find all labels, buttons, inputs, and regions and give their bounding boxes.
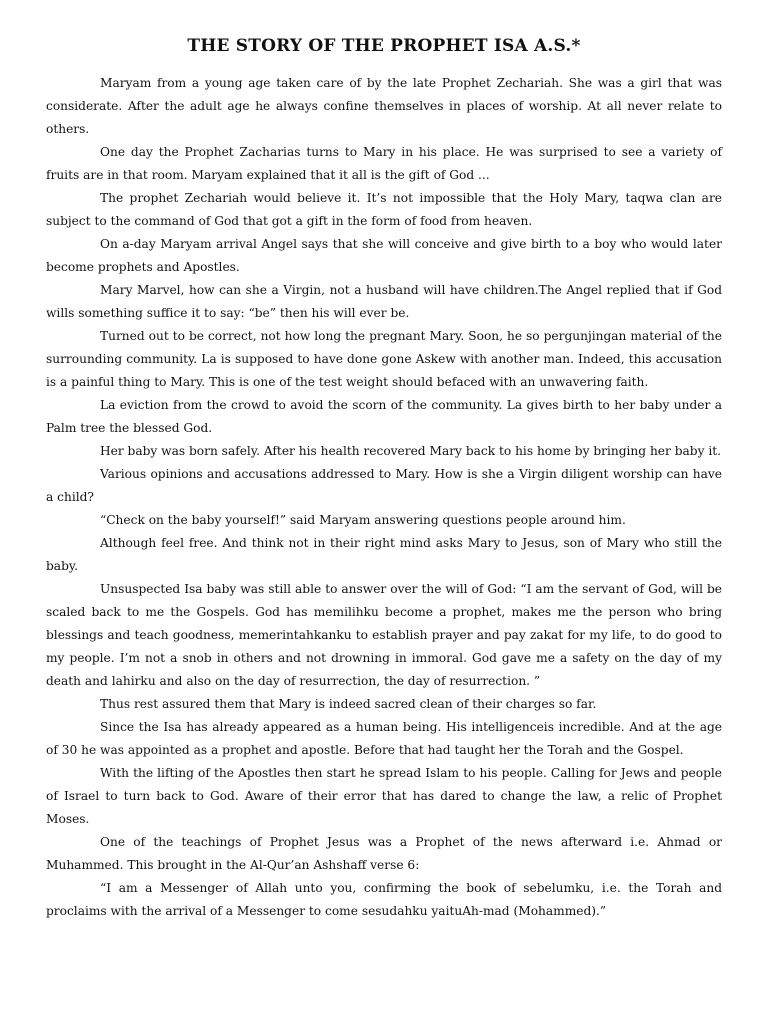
paragraph: Mary Marvel, how can she a Virgin, not a husband will have children.The Angel replied that if God wills something suffice it to say: “be” then his will ever be. [46,283,722,320]
paragraph: One day the Prophet Zacharias turns to Mary in his place. He was surprised to see a variety of fruits are in that room. Maryam explained that it all is the gift of God ... [46,145,722,182]
paragraph: On a-day Maryam arrival Angel says that she will conceive and give birth to a boy who would later become prophets and Apostles. [46,237,722,274]
paragraph: Thus rest assured them that Mary is indeed sacred clean of their charges so far. [100,697,597,711]
paragraph: “Check on the baby yourself!” said Maryam answering questions people around him. [100,513,626,527]
paragraph: The prophet Zechariah would believe it. It’s not impossible that the Holy Mary, taqwa clan are subject to the command of God that got a gift in the form of food from heaven. [46,191,722,228]
document-title: THE STORY OF THE PROPHET ISA A.S.* [187,36,581,56]
paragraph: Since the Isa has already appeared as a human being. His intelligenceis incredible. And at the age of 30 he was appointed as a prophet and apostle. Before that had taught her the Torah and the Gospel. [46,720,722,757]
paragraph: Unsuspected Isa baby was still able to answer over the will of God: “I am the servant of God, will be scaled back to me the Gospels. God has memilihku become a prophet, makes me the person who bring blessings and teach goodness, memerintahkanku to establish prayer and pay zakat for my life, to do good to my people. I’m not a snob in others and not drowning in immoral. God gave me a safety on the day of my death and lahirku and also on the day of resurrection, the day of resurrection. ” [46,582,722,688]
paragraph: One of the teachings of Prophet Jesus was a Prophet of the news afterward i.e. Ahmad or Muhammed. This brought in the Al-Qur’an Ashshaff verse 6: [46,835,722,872]
paragraph: Various opinions and accusations addressed to Mary. How is she a Virgin diligent worship can have a child? [46,467,722,504]
paragraph: Although feel free. And think not in their right mind asks Mary to Jesus, son of Mary who still the baby. [46,536,722,573]
paragraph: With the lifting of the Apostles then start he spread Islam to his people. Calling for Jews and people of Israel to turn back to God. Aware of their error that has dared to change the law, a relic of Prophet Moses. [46,766,722,826]
paragraph: Maryam from a young age taken care of by the late Prophet Zechariah. She was a girl that was considerate. After the adult age he always confine themselves in places of worship. At all never relate to others. [46,76,722,136]
paragraph: La eviction from the crowd to avoid the scorn of the community. La gives birth to her baby under a Palm tree the blessed God. [46,398,722,435]
paragraph: “I am a Messenger of Allah unto you, confirming the book of sebelumku, i.e. the Torah and proclaims with the arrival of a Messenger to come sesudahku yaituAh-mad (Mohammed).” [46,881,722,918]
paragraph: Turned out to be correct, not how long the pregnant Mary. Soon, he so pergunjingan material of the surrounding community. La is supposed to have done gone Askew with another man. Indeed, this accusation is a painful thing to Mary. This is one of the test weight should befaced with an unwavering faith. [46,329,722,389]
document-body [46,72,722,923]
paragraph: Her baby was born safely. After his health recovered Mary back to his home by bringing her baby it. [100,444,722,458]
